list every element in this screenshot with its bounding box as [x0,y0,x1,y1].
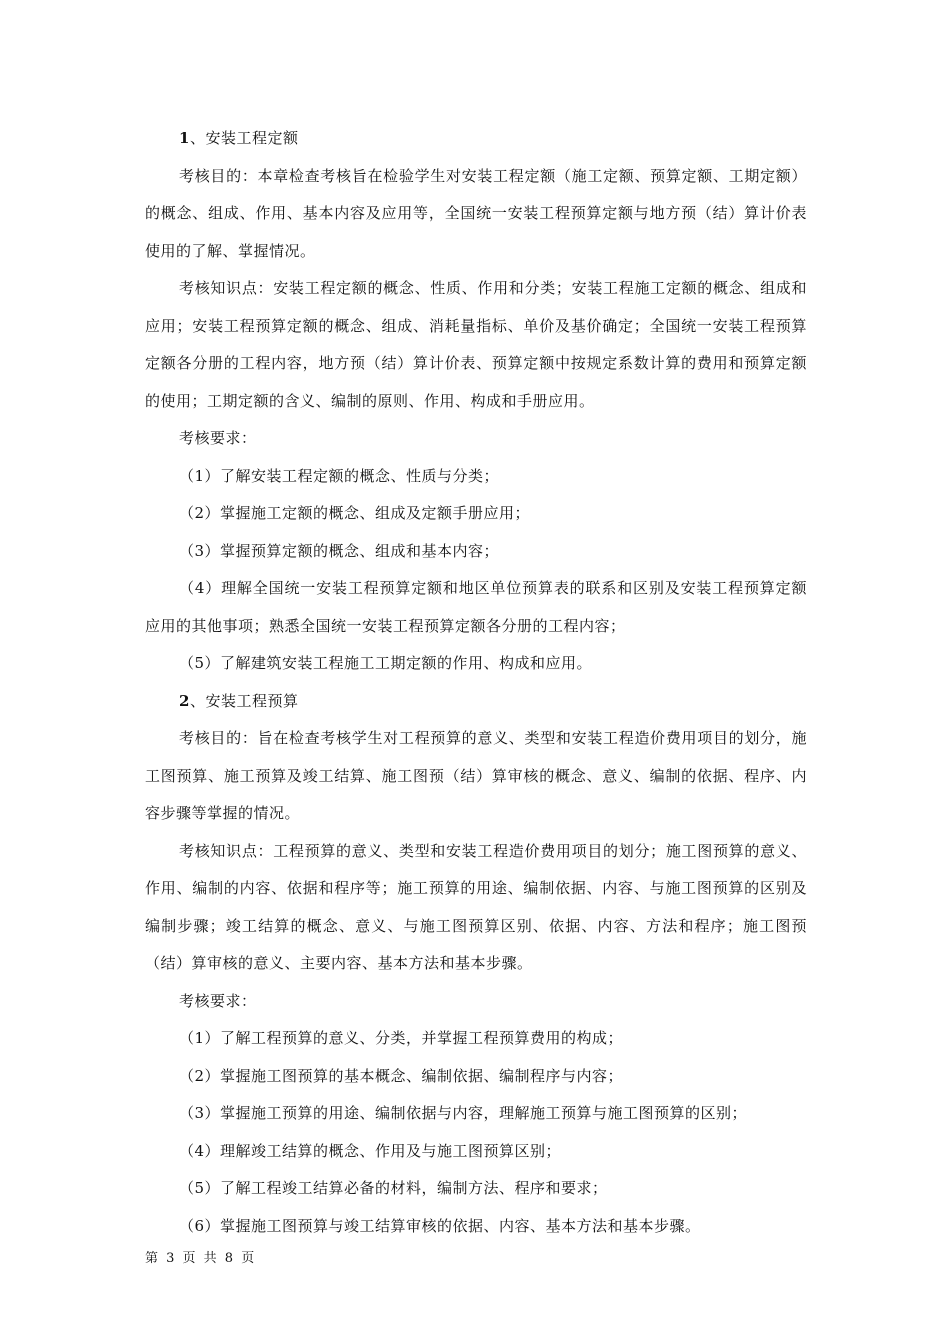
section-1-requirement-4: （4）理解全国统一安装工程预算定额和地区单位预算表的联系和区别及安装工程预算定额应用的其他事项；熟悉全国统一安装工程预算定额各分册的工程内容； [145,579,807,635]
section-1-heading [145,120,807,158]
section-2-requirement-5: （5）了解工程竣工结算必备的材料，编制方法、程序和要求； [179,1179,608,1197]
section-2-objective: 考核目的：旨在检查考核学生对工程预算的意义、类型和安装工程造价费用项目的划分，施工图预算、施工预算及竣工结算、施工图预（结）算审核的概念、意义、编制的依据、程序、内容步骤等掌握的情况。 [145,729,807,822]
section-1-requirement-3: （3）掌握预算定额的概念、组成和基本内容； [179,541,500,560]
section-2-requirement-2: （2）掌握施工图预算的基本概念、编制依据、编制程序与内容； [179,1066,624,1085]
section-1-objective: 考核目的：本章检查考核旨在检验学生对安装工程定额（施工定额、预算定额、工期定额）的概念、组成、作用、基本内容及应用等，全国统一安装工程预算定额与地方预（结）算计价表使用的了解、掌握情况。 [145,166,807,260]
section-1-requirement-5: （5）了解建筑安装工程施工工期定额的作用、构成和应用。 [179,654,593,672]
section-1-knowledge: 考核知识点：安装工程定额的概念、性质、作用和分类；安装工程施工定额的概念、组成和应用；安装工程预算定额的概念、组成、消耗量指标、单价及基价确定；全国统一安装工程预算定额各分册的工程内容，地方预（结）算计价表、预算定额中按规定系数计算的费用和预算定额的使用；工期定额的含义、编制的原则、作用、构成和手册应用。 [145,279,807,410]
section-2-requirements-label: 考核要求： [179,991,257,1010]
section-2-knowledge: 考核知识点：工程预算的意义、类型和安装工程造价费用项目的划分；施工图预算的意义、作用、编制的内容、依据和程序等；施工预算的用途、编制依据、内容、与施工图预算的区别及编制步骤；竣工结算的概念、意义、与施工图预算区别、依据、内容、方法和程序；施工图预（结）算审核的意义、主要内容、基本方法和基本步骤。 [145,841,807,972]
page-footer: 第 3 页 共 8 页 [145,1251,257,1266]
page-content [145,120,807,1245]
section-2-requirement-1: （1）了解工程预算的意义、分类，并掌握工程预算费用的构成； [179,1029,624,1047]
section-1-requirement-2: （2）掌握施工定额的概念、组成及定额手册应用； [179,504,531,522]
section-2-title: 、安装工程预算 [189,691,299,710]
section-1-number: 1 [179,129,190,147]
section-1-title: 、安装工程定额 [189,129,299,147]
section-2-requirement-4: （4）理解竣工结算的概念、作用及与施工图预算区别； [179,1141,562,1160]
section-2-requirement-6: （6）掌握施工图预算与竣工结算审核的依据、内容、基本方法和基本步骤。 [179,1216,701,1235]
section-1-requirement-1: （1）了解安装工程定额的概念、性质与分类； [179,466,500,485]
section-2-number: 2 [179,691,190,710]
section-2-requirement-3: （3）掌握施工预算的用途、编制依据与内容，理解施工预算与施工图预算的区别； [179,1104,748,1122]
section-1-requirements-label: 考核要求： [179,429,257,447]
section-2-heading [145,683,807,721]
